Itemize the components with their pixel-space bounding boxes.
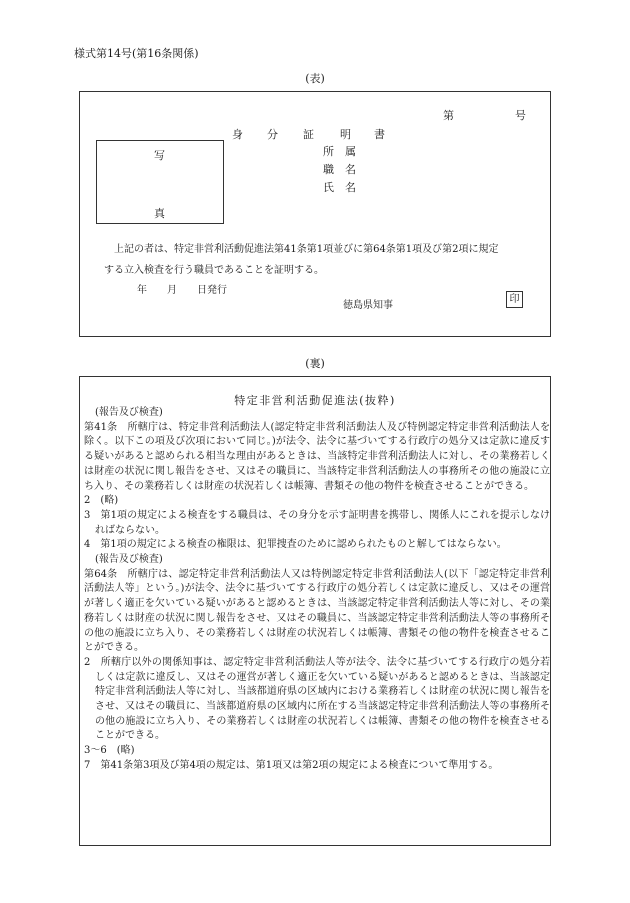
seal-box: 印 [506, 291, 523, 308]
certification-statement-line1: 上記の者は、特定非営利活動促進法第41条第1項並びに第64条第1項及び第2項に規定 [104, 244, 499, 255]
back-side-label: (裏) [305, 357, 325, 370]
number-suffix: 号 [515, 109, 526, 122]
issuer: 徳島県知事 [343, 300, 393, 311]
law-excerpt-title: 特定非営利活動促進法(抜粋) [234, 394, 396, 407]
law-paragraph: 2 (略) [84, 495, 119, 507]
cert-title-char: 明 [340, 128, 351, 141]
law-paragraph: 3〜6 (略) [84, 745, 135, 757]
number-prefix: 第 [443, 109, 454, 122]
field-affiliation: 所 属 [323, 145, 356, 158]
law-paragraph: 2 所轄庁以外の関係知事は、認定特定非営利活動法人等が法令、法令に基づいてする行政庁の処分若しくは定款に違反し、又はその運営が著しく適正を欠いている疑いがあると認めるときは、当該認定特定非営利活動法人等に対し、当該都道府県の区域内における業務若しくは財産の状況に関し報告をさせ、又はその職員に、当該都道府県の区域内に所在する当該認定特定非営利活動法人等の事務所その他の施設に立ち入り、その業務若しくは財産の状況若しくは帳簿、書類その他の物件を検査させることができる。 [84, 656, 550, 742]
cert-title-char: 書 [374, 128, 385, 141]
field-name: 氏 名 [323, 181, 356, 194]
front-side-label: (表) [305, 72, 325, 85]
law-paragraph: 第64条 所轄庁は、認定特定非営利活動法人又は特例認定特定非営利活動法人(以下「認定特定非営利活動法人等」という。)が法令、法令に基づいてする行政庁の処分若しくは定款に違反し、又はその運営が著しく適正を欠いている疑いがあると認めるときは、当該認定特定非営利活動法人等に対し、その業務若しくは財産の状況に関し報告をさせ、又はその職員に、当該認定特定非営利活動法人等の事務所その他の施設に立ち入り、その業務若しくは財産の状況若しくは帳簿、書類その他の物件を検査させることができる。 [84, 568, 550, 654]
law-paragraph: 第41条 所轄庁は、特定非営利活動法人(認定特定非営利活動法人及び特例認定特定非営利活動法人を除く。以下この項及び次項において同じ。)が法令、法令に基づいてする行政庁の処分又は定款に違反する疑いがあると認められる相当な理由があるときは、当該特定非営利活動法人に対し、その業務若しくは財産の状況に関し報告をさせ、又はその職員に、当該特定非営利活動法人の事務所その他の施設に立ち入り、その業務若しくは財産の状況若しくは帳簿、書類その他の物件を検査させることができる。 [84, 421, 550, 492]
photo-label-top: 写 [154, 149, 165, 162]
cert-title-char: 証 [303, 128, 314, 141]
issue-date: 年 月 日発行 [137, 285, 227, 296]
section-heading: (報告及び検査) [95, 554, 163, 566]
form-number: 様式第14号(第16条関係) [74, 47, 199, 60]
law-paragraph: 3 第1項の規定による検査をする職員は、その身分を示す証明書を携帯し、関係人にこれを提示しなければならない。 [84, 509, 550, 536]
field-position: 職 名 [323, 163, 356, 176]
law-text [84, 406, 550, 774]
certification-statement-line2: する立入検査を行う職員であることを証明する。 [104, 265, 324, 276]
section-heading: (報告及び検査) [95, 407, 163, 418]
law-paragraph: 4 第1項の規定による検査の権限は、犯罪捜査のために認められたものと解してはならない。 [84, 539, 507, 551]
cert-title-char: 身 [232, 128, 243, 141]
photo-label-bottom: 真 [154, 207, 165, 220]
cert-title-char: 分 [267, 128, 278, 141]
law-paragraph: 7 第41条第3項及び第4項の規定は、第1項又は第2項の規定による検査について準用する。 [84, 759, 499, 771]
